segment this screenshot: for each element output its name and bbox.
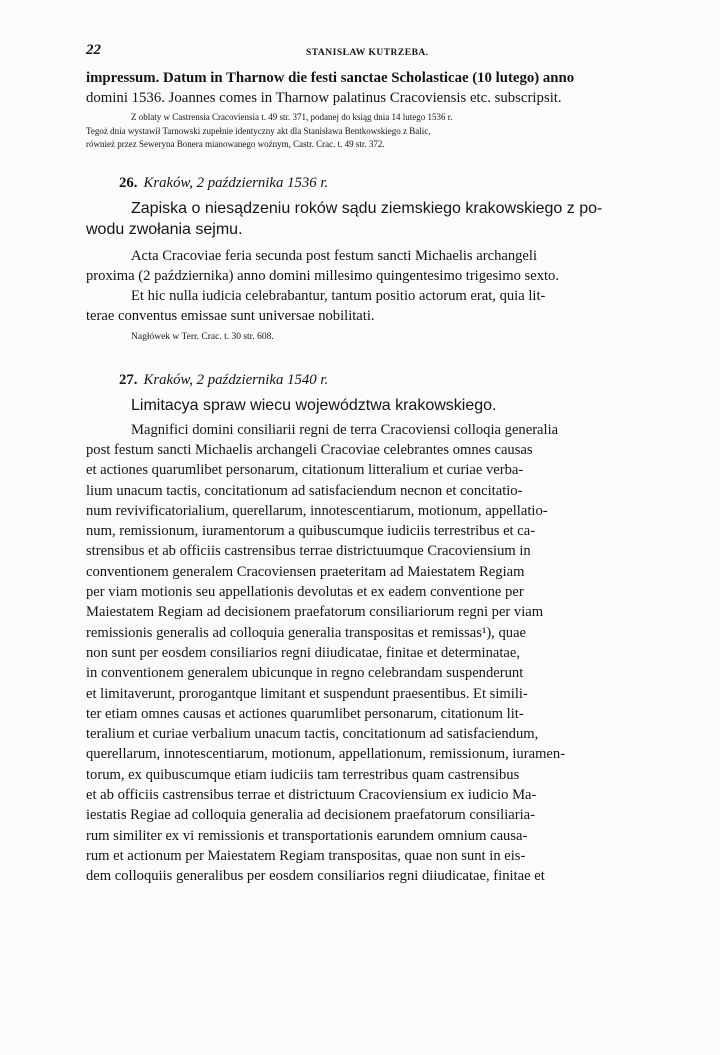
title-line: Zapiska o niesądzeniu roków sądu ziemskiego krakowskiego z po- (131, 199, 603, 217)
body-line: ter etiam omnes causas et actiones quarumlibet personarum, citationum lit- (86, 705, 524, 722)
body-line: Et hic nulla iudicia celebrabantur, tantum positio actorum erat, quia lit- (131, 288, 546, 305)
document-place-date: Kraków, 2 października 1540 r. (143, 371, 329, 388)
body-line: terae conventus emissae sunt universae nobilitati. (86, 308, 375, 325)
body-line: Magnifici domini consiliarii regni de terra Cracoviensi colloqia generalia (131, 421, 559, 438)
body-line: per viam motionis seu appellationis devolutas et ex eadem conventione per (86, 584, 524, 601)
body-line: querellarum, innotescentiarum, motionum, appellationum, remissionum, iuramen- (86, 746, 566, 763)
page-header (86, 40, 666, 62)
footnote-top (86, 111, 666, 152)
body-line: post festum sancti Michaelis archangeli Cracoviae celebrantes omnes causas (86, 441, 533, 458)
body-line: in conventionem generalem ubicunque in regno celebrandam suspenderunt (86, 665, 524, 682)
body-line: lium unacum tactis, concitationum ad satisfaciendum necnon et concitatio- (86, 482, 523, 499)
body-line: proxima (2 października) anno domini millesimo quingentesimo trigesimo sexto. (86, 267, 559, 284)
document-body-26 (86, 246, 666, 327)
body-line: et limitaverunt, prorogantque limitant et suspendunt praesentibus. Et simili- (86, 685, 528, 702)
top-paragraph-line: domini 1536. Joannes comes in Tharnow palatinus Cracoviensis etc. subscripsit. (86, 90, 562, 106)
body-line: et actiones quarumlibet personarum, citationum litteralium et curiae verba- (86, 462, 524, 479)
body-line: torum, ex quibuscumque etiam iudiciis tam terrestribus quam castrensibus (86, 766, 520, 783)
body-line: Acta Cracoviae feria secunda post festum sancti Michaelis archangeli (131, 247, 538, 264)
footnote-line: Tegoż dnia wystawił Tarnowski zupełnie identyczny akt dla Stanisława Bentkowskiego z Balic, (86, 125, 431, 136)
document-number: 27. (119, 371, 138, 388)
document-title-26 (86, 198, 666, 240)
footnote-line: również przez Seweryna Bonera mianowanego woźnym, Castr. Crac. t. 49 str. 372. (86, 139, 385, 149)
body-line: rum et actionum per Maiestatem Regiam transpositas, quae non sunt in eis- (86, 847, 526, 864)
body-line: iestatis Regiae ad colloquia generalia ad decisionem praefatorum consiliaria- (86, 807, 535, 824)
top-paragraph-line: impressum. Datum in Tharnow die festi sanctae Scholasticae (10 lutego) anno (86, 70, 575, 86)
body-line: teralium et curiae verbalium unacum tactis, concitationum ad satisfaciendum, (86, 726, 539, 743)
body-line: dem colloquiis generalibus per eosdem consiliarios regni diiudicatae, finitae et (86, 868, 545, 885)
title-line: wodu zwołania sejmu. (86, 220, 243, 238)
source-note-26: Nagłówek w Terr. Crac. t. 30 str. 608. (131, 331, 274, 342)
body-line: rum similiter ex vi remissionis et transportationis earundem omnium causa- (86, 827, 528, 844)
document-page (86, 40, 666, 887)
page-number: 22 (86, 42, 101, 58)
body-line: num, remissionum, iuramentorum a quibuscumque iudiciis terrestribus et ca- (86, 523, 536, 540)
document-heading-26 (119, 175, 666, 192)
document-heading-27 (119, 372, 666, 389)
document-place-date: Kraków, 2 października 1536 r. (143, 174, 329, 191)
document-number: 26. (119, 174, 138, 191)
running-head: STANISŁAW KUTRZEBA. (306, 48, 429, 58)
body-line: num revivificatorialium, querellarum, innotescentiarum, motionum, appellatio- (86, 502, 548, 519)
body-line: remissionis generalis ad colloquia generalia transpositas et remissas¹), quae (86, 624, 527, 641)
document-title-27: Limitacya spraw wiecu województwa krakowskiego. (131, 396, 497, 414)
body-line: non sunt per eosdem consiliarios regni diiudicatae, finitae et determinatae, (86, 644, 521, 661)
body-line: Maiestatem Regiam ad decisionem praefatorum consiliariorum regni per viam (86, 604, 544, 621)
top-paragraph (86, 68, 666, 108)
body-line: strensibus et ab officiis castrensibus terrae districtuumque Cracoviensium in (86, 543, 531, 560)
body-line: et ab officiis castrensibus terrae et districtuum Cracoviensium ex iudicio Ma- (86, 787, 537, 804)
body-line: conventionem generalem Cracoviensen praeteritam ad Maiestatem Regiam (86, 563, 525, 580)
footnote-line: Z oblaty w Castrensia Cracoviensia t. 49 str. 371, podanej do ksiąg dnia 14 lutego 1536 r. (131, 112, 453, 122)
document-body-27 (86, 420, 666, 887)
